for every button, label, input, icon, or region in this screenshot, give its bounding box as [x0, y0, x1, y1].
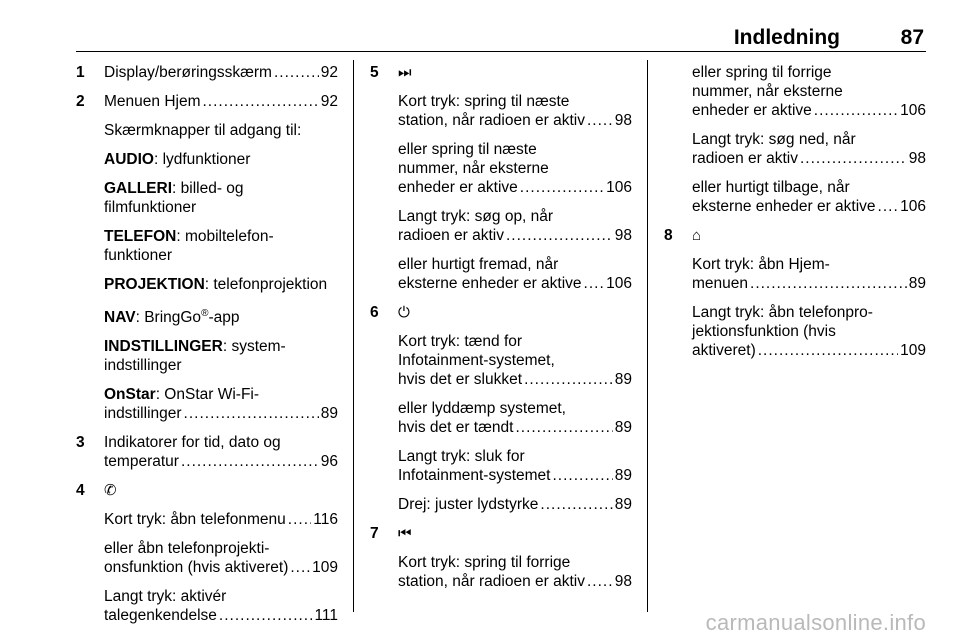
previous-track-icon: ⏮	[398, 525, 412, 542]
item-7-short-press: Kort tryk: spring til forrige station, når radioen er aktiv ..... 98	[370, 553, 632, 591]
page-ref: 98	[908, 150, 926, 167]
page-ref: 106	[606, 275, 632, 292]
telefon-entry: TELEFON: mobiltelefon- funktioner	[104, 228, 274, 264]
column-1	[76, 63, 338, 635]
item-4-projection: eller åbn telefonprojekti- onsfunktion (hvis aktiveret) ..... 109	[76, 539, 338, 577]
item-5-short-press: Kort tryk: spring til næste station, når radioen er aktiv ..... 98	[370, 92, 632, 130]
list-item-6	[370, 303, 632, 322]
audio-entry: AUDIO: lydfunktioner	[104, 151, 251, 168]
item-text: Display/berøringsskærm	[104, 64, 272, 81]
item-number: 6	[370, 304, 379, 321]
list-item-8	[664, 226, 926, 245]
page-ref: 89	[320, 405, 338, 423]
item-number: 8	[664, 227, 673, 244]
list-item-7	[370, 524, 632, 543]
page-ref: 89	[908, 275, 926, 292]
item-number: 3	[76, 434, 85, 452]
page-ref: 111	[314, 607, 338, 625]
item-8-short-press: Kort tryk: åbn Hjem- menuen ..... 89	[664, 255, 926, 293]
item-5-fast-forward: eller hurtigt fremad, når eksterne enheder er aktive ..... 106	[370, 255, 632, 293]
page-ref: 89	[614, 467, 632, 484]
page-number: 87	[900, 26, 924, 49]
galleri-entry: GALLERI: billed- og filmfunktioner	[104, 180, 244, 216]
column-divider-1	[353, 60, 354, 612]
list-item-5	[370, 63, 632, 82]
watermark: carmanualsonline.info	[705, 610, 926, 635]
column-divider-2	[647, 60, 648, 612]
page-ref: 98	[614, 227, 632, 244]
page-ref: 109	[900, 342, 926, 359]
column-3	[664, 63, 926, 370]
page-ref: 89	[614, 371, 632, 388]
nav-entry: NAV: BringGo®-app	[104, 308, 240, 327]
page-ref: 89	[614, 419, 632, 436]
home-icon: ⌂	[692, 227, 702, 244]
item-number: 7	[370, 525, 379, 542]
item-number: 2	[76, 93, 85, 110]
list-item-2	[76, 92, 338, 111]
page-ref: 92	[320, 64, 338, 81]
column-2	[370, 63, 632, 601]
item-7-long-press: Langt tryk: søg ned, når radioen er aktiv ..... 98	[664, 130, 926, 168]
item-text: Menuen Hjem	[104, 93, 201, 110]
item-7-previous-track: eller spring til forrige nummer, når eksterne enheder er aktive ..... 106	[664, 63, 926, 120]
page-ref: 96	[320, 453, 338, 471]
list-item-3: 3 Indikatorer for tid, dato og temperatur ..... 96	[76, 433, 338, 471]
item-4-long-press: Langt tryk: aktivér talegenkendelse ..... 111	[76, 587, 338, 625]
page-ref: 98	[614, 573, 632, 590]
page-ref: 98	[614, 112, 632, 129]
item-6-long-press: Langt tryk: sluk for Infotainment-systemet ..... 89	[370, 447, 632, 485]
header-rule	[76, 51, 926, 52]
item-6-mute: eller lyddæmp systemet, hvis det er tændt ..... 89	[370, 399, 632, 437]
item-7-rewind: eller hurtigt tilbage, når eksterne enheder er aktive ..... 106	[664, 178, 926, 216]
item-6-turn: Drej: juster lydstyrke ..... 89	[370, 495, 632, 514]
page-ref: 106	[606, 179, 632, 196]
item-5-long-press: Langt tryk: søg op, når radioen er aktiv ..... 98	[370, 207, 632, 245]
page-header	[76, 26, 924, 54]
intro-text: Skærmknapper til adgang til:	[104, 122, 302, 139]
indstillinger-entry: INDSTILLINGER: system- indstillinger	[104, 338, 286, 375]
list-item-1	[76, 63, 338, 82]
item-6-short-press: Kort tryk: tænd for Infotainment-systemet, hvis det er slukket ..... 89	[370, 332, 632, 389]
projektion-entry: PROJEKTION: telefonprojektion	[104, 276, 328, 293]
item-number: 1	[76, 64, 85, 81]
page-ref: 89	[614, 496, 632, 513]
page-ref: 116	[313, 511, 338, 529]
next-track-icon: ⏭	[398, 64, 412, 81]
phone-icon: ✆	[104, 482, 117, 500]
page-ref: 109	[312, 559, 338, 577]
chapter-title: Indledning	[733, 26, 840, 49]
item-8-long-press: Langt tryk: åbn telefonpro- jektionsfunktion (hvis aktiveret) ..... 109	[664, 303, 926, 360]
item-number: 4	[76, 482, 85, 500]
page-ref: 92	[320, 93, 338, 110]
item-number: 5	[370, 64, 379, 81]
power-icon: ⏻	[398, 304, 410, 321]
page-ref: 106	[900, 102, 926, 119]
page-ref: 106	[900, 198, 926, 215]
list-item-4	[76, 481, 338, 500]
item-4-short-press: Kort tryk: åbn telefonmenu ..... 116	[76, 510, 338, 529]
item-5-next-track: eller spring til næste nummer, når eksterne enheder er aktive ..... 106	[370, 140, 632, 197]
onstar-entry: OnStar: OnStar Wi-Fi- indstillinger ..... 89	[76, 385, 338, 423]
